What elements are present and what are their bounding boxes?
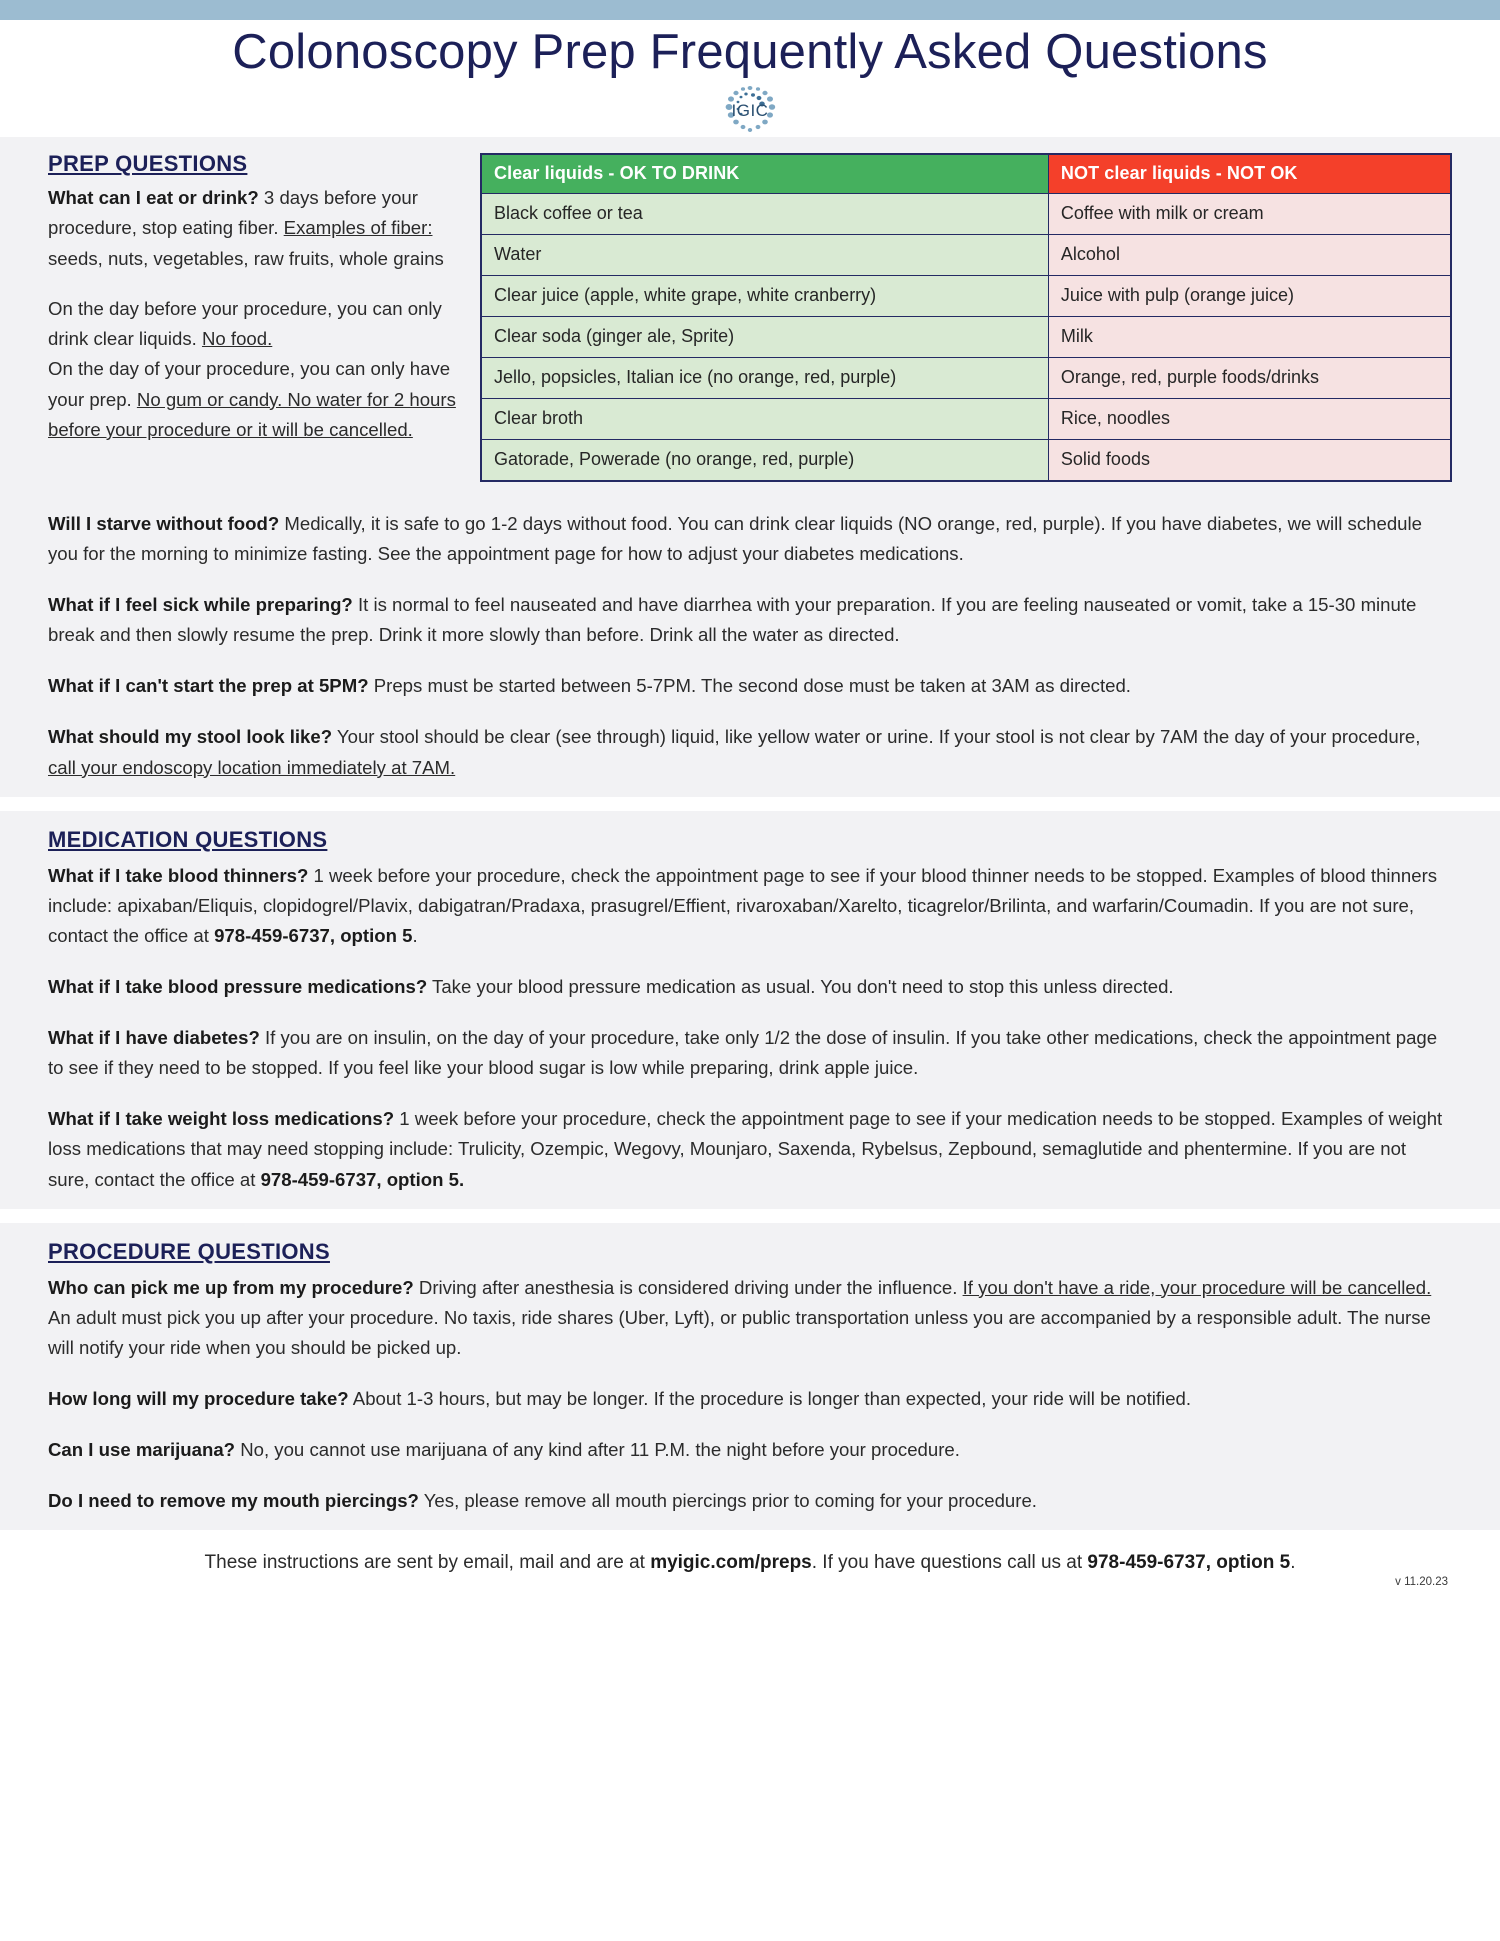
faq-pickup-question: Who can pick me up from my procedure?: [48, 1276, 414, 1298]
table-row: [481, 275, 1451, 316]
faq-blood-thinners: [48, 861, 1452, 951]
faq-feel-sick: [48, 590, 1452, 650]
faq-blood-thinners-phone: 978-459-6737, option 5: [214, 924, 413, 946]
footer-text-a: These instructions are sent by email, mail and are at: [204, 1552, 651, 1574]
faq-duration-answer: About 1-3 hours, but may be longer. If the procedure is longer than expected, your ride will be notified.: [348, 1387, 1192, 1409]
faq-start-time: [48, 671, 1452, 701]
faq-blood-thinners-question: What if I take blood thinners?: [48, 864, 309, 886]
faq-feel-sick-answer: It is normal to feel nauseated and have diarrhea with your preparation. If you are feeling nauseated or vomit, take a 15-30 minute break and then slowly resume the prep. Drink it more slowly than before. Drink all the water as directed.: [48, 594, 1417, 646]
document-footer: [0, 1530, 1500, 1588]
faq-marijuana-question: Can I use marijuana?: [48, 1439, 236, 1461]
prep-top-row: [48, 147, 1452, 482]
faq-stool-question: What should my stool look like?: [48, 726, 333, 748]
table-cell-not-ok: Rice, noodles: [1048, 398, 1451, 439]
faq-start-time-question: What if I can't start the prep at 5PM?: [48, 675, 369, 697]
faq-pickup-cancel-emphasis: If you don't have a ride, your procedure will be cancelled.: [962, 1276, 1432, 1298]
prep-day-of-text: On the day of your procedure, you can only have your prep.: [48, 358, 451, 410]
faq-starve-question: Will I starve without food?: [48, 512, 280, 534]
prep-left-column: [48, 147, 466, 445]
faq-pickup-answer-a: Driving after anesthesia is considered driving under the influence.: [413, 1276, 963, 1298]
igic-logo-text: IGIC: [731, 100, 769, 120]
faq-weight-loss: [48, 1104, 1452, 1194]
clear-liquids-table: [480, 153, 1452, 482]
table-header-ok: Clear liquids - OK TO DRINK: [481, 154, 1048, 194]
faq-piercings-question: Do I need to remove my mouth piercings?: [48, 1490, 419, 1512]
faq-blood-pressure: [48, 972, 1452, 1002]
faq-marijuana: [48, 1435, 1452, 1465]
table-cell-not-ok: Coffee with milk or cream: [1048, 193, 1451, 234]
faq-weight-loss-answer: 1 week before your procedure, check the appointment page to see if your medication needs to be stopped. Examples of weight loss medications that may need stopping include: Trulicity, Ozempic, Wegovy, Mounjaro, Saxenda, Rybelsus, Zepbound, semaglutide and phentermine. If you are not sure, contact the office at: [48, 1108, 1443, 1190]
page-title: Colonoscopy Prep Frequently Asked Questions: [232, 25, 1268, 79]
table-cell-not-ok: Milk: [1048, 316, 1451, 357]
footer-website[interactable]: myigic.com/preps: [650, 1552, 812, 1574]
faq-marijuana-answer: No, you cannot use marijuana of any kind after 11 P.M. the night before your procedure.: [235, 1439, 960, 1461]
faq-stool-call-emphasis: call your endoscopy location immediately at 7AM.: [48, 756, 456, 778]
faq-pickup-answer-b: An adult must pick you up after your procedure. No taxis, ride shares (Uber, Lyft), or public transportation unless you are accompanied by a responsible adult. The nurse will notify your ride when you should be picked up.: [48, 1306, 1431, 1358]
table-header-not-ok: NOT clear liquids - NOT OK: [1048, 154, 1451, 194]
prep-no-food-emphasis: No food.: [201, 328, 273, 350]
table-row: [481, 316, 1451, 357]
prep-eat-drink-answer-a: 3 days before your procedure, stop eating fiber.: [48, 186, 418, 239]
table-cell-not-ok: Orange, red, purple foods/drinks: [1048, 357, 1451, 398]
section-divider-2: [0, 1209, 1500, 1223]
faq-starve: [48, 509, 1452, 569]
faq-blood-pressure-answer: Take your blood pressure medication as usual. You don't need to stop this unless directed.: [427, 976, 1174, 997]
table-row: [481, 357, 1451, 398]
section-divider-1: [0, 797, 1500, 811]
top-accent-bar: [0, 0, 1500, 20]
faq-diabetes-answer: If you are on insulin, on the day of your procedure, take only 1/2 the dose of insulin. If you take other medications, check the appointment page to see if they need to be stopped. If you feel like your blood sugar is low while preparing, drink apple juice.: [48, 1027, 1438, 1079]
procedure-faq-list: [48, 1273, 1452, 1517]
medication-faq-list: [48, 861, 1452, 1195]
faq-starve-answer: Medically, it is safe to go 1-2 days without food. You can drink clear liquids (NO orange, red, purple). If you have diabetes, we will schedule you for the morning to minimize fasting. See the appointment page for how to adjust your diabetes medications.: [48, 512, 1422, 565]
faq-duration: [48, 1384, 1452, 1414]
table-row: [481, 234, 1451, 275]
faq-piercings-answer: Yes, please remove all mouth piercings prior to coming for your procedure.: [418, 1490, 1037, 1512]
faq-diabetes-question: What if I have diabetes?: [48, 1027, 260, 1049]
footer-text-b: . If you have questions call us at: [811, 1552, 1088, 1574]
faq-weight-loss-question: What if I take weight loss medications?: [48, 1108, 395, 1130]
prep-eat-drink-question: What can I eat or drink?: [48, 186, 259, 208]
table-row: [481, 398, 1451, 439]
faq-duration-question: How long will my procedure take?: [48, 1387, 349, 1409]
prep-day-before-text: On the day before your procedure, you can only drink clear liquids.: [48, 297, 442, 350]
faq-blood-thinners-answer: 1 week before your procedure, check the appointment page to see if your blood thinner needs to be stopped. Examples of blood thinners include: apixaban/Eliquis, clopidogrel/Plavix, dabigatran/Pradaxa, prasugrel/Effient, rivaroxaban/Xarelto, ticagrelor/Brilinta, and warfarin/Coumadin. If you are not sure, contact the office at: [48, 864, 1438, 946]
medication-section: [0, 811, 1500, 1209]
clear-liquids-table-body: [481, 193, 1451, 481]
table-cell-not-ok: Alcohol: [1048, 234, 1451, 275]
faq-blood-pressure-question: What if I take blood pressure medications?: [48, 976, 428, 997]
table-row: [481, 439, 1451, 481]
prep-right-column: [480, 147, 1452, 482]
faq-weight-loss-phone: 978-459-6737, option 5.: [260, 1168, 465, 1190]
prep-fiber-examples-label: Examples of fiber:: [283, 217, 433, 239]
prep-fiber-examples-list: seeds, nuts, vegetables, raw fruits, whole grains: [48, 247, 444, 269]
faq-piercings: [48, 1486, 1452, 1516]
footer-text-c: .: [1290, 1552, 1296, 1574]
prep-faq-list: [48, 509, 1452, 783]
table-header-row: [481, 154, 1451, 194]
faq-start-time-answer: Preps must be started between 5-7PM. The second dose must be taken at 3AM as directed.: [368, 675, 1131, 697]
table-cell-ok: Clear soda (ginger ale, Sprite): [481, 316, 1048, 357]
table-cell-ok: Black coffee or tea: [481, 193, 1048, 234]
faq-pickup: [48, 1273, 1452, 1363]
faq-blood-thinners-period: .: [412, 924, 418, 946]
faq-stool: [48, 722, 1452, 782]
table-cell-not-ok: Juice with pulp (orange juice): [1048, 275, 1451, 316]
prep-day-before-paragraph: [48, 294, 466, 445]
table-cell-ok: Gatorade, Powerade (no orange, red, purple): [481, 439, 1048, 481]
document-header: [0, 20, 1500, 137]
table-cell-ok: Water: [481, 234, 1048, 275]
table-cell-not-ok: Solid foods: [1048, 439, 1451, 481]
prep-section-heading: PREP QUESTIONS: [48, 150, 248, 176]
faq-diabetes: [48, 1023, 1452, 1083]
prep-no-gum-emphasis: No gum or candy. No water for 2 hours before your procedure or it will be cancelled.: [48, 388, 456, 440]
table-cell-ok: Clear broth: [481, 398, 1048, 439]
table-cell-ok: Jello, popsicles, Italian ice (no orange, red, purple): [481, 357, 1048, 398]
faq-stool-answer: Your stool should be clear (see through) liquid, like yellow water or urine. If your stool is not clear by 7AM the day of your procedure,: [332, 726, 1421, 748]
prep-section: [0, 137, 1500, 797]
procedure-section: [0, 1223, 1500, 1531]
footer-instructions-line: [0, 1552, 1500, 1574]
faq-feel-sick-question: What if I feel sick while preparing?: [48, 594, 353, 616]
footer-phone: 978-459-6737, option 5: [1087, 1552, 1291, 1574]
procedure-section-heading: PROCEDURE QUESTIONS: [48, 1238, 330, 1264]
document-version: v 11.20.23: [1395, 1576, 1448, 1589]
table-row: [481, 193, 1451, 234]
igic-logo: [708, 83, 792, 135]
prep-eat-drink-paragraph: [48, 183, 466, 274]
table-cell-ok: Clear juice (apple, white grape, white cranberry): [481, 275, 1048, 316]
medication-section-heading: MEDICATION QUESTIONS: [48, 826, 328, 852]
